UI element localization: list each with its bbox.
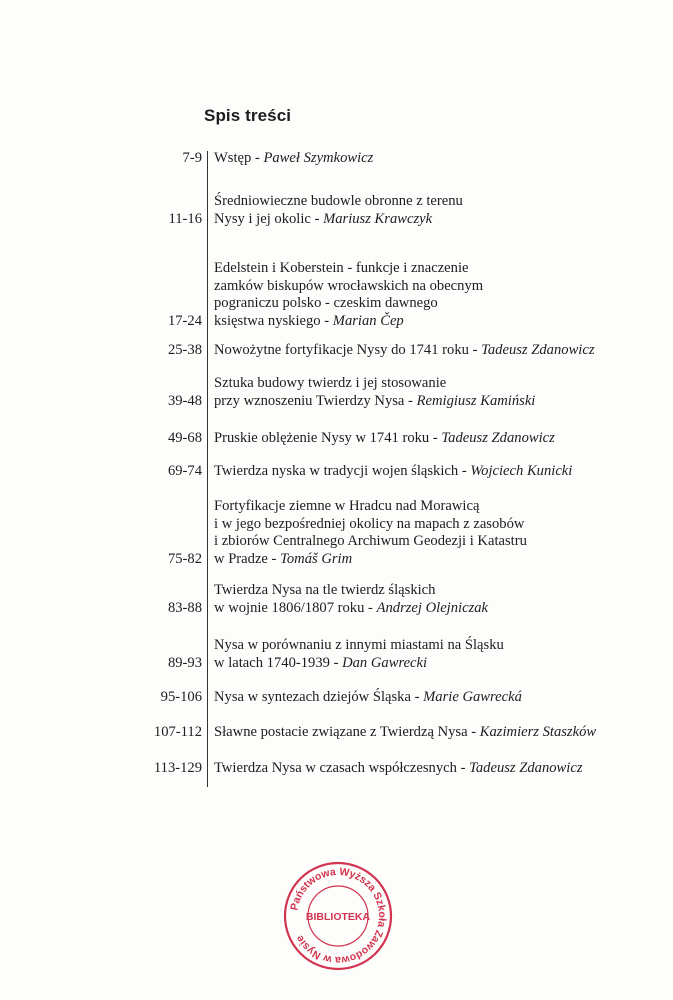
toc-title-text: Wstęp [214,149,252,166]
toc-separator: - [320,312,333,329]
toc-separator: - [404,392,417,409]
toc-page-range: 7-9 [182,149,202,166]
toc-title-line [214,516,654,533]
toc-entry [0,427,673,447]
toc-title-text: Sztuka budowy twierdz i jej stosowanie [214,375,447,392]
toc-entry-text [214,260,654,330]
toc-title-line [214,375,654,392]
toc-separator: - [329,654,343,671]
stamp-ring-text: Państwowa Wyższa Szkoła Zawodowa w Nysie [288,865,389,967]
toc-page-range: 17-24 [167,312,202,329]
toc-author: Tadeusz Zdanowicz [481,341,595,358]
stamp-center-text: BIBLIOTEKA [305,911,371,923]
toc-entry [0,260,673,330]
toc-title-line [214,430,654,447]
toc-separator: - [467,723,480,740]
toc-entry-text [214,375,654,410]
toc-entry-text [214,498,654,568]
toc-entry [0,757,673,777]
toc-title-text: księstwa nyskiego [214,312,321,329]
toc-title-line [214,533,654,550]
toc-title-line [214,498,654,515]
toc-entry [0,637,673,672]
toc-entry [0,498,673,568]
toc-title-text: Edelstein i Koberstein - funkcje i znaczenie [214,260,469,277]
toc-title-text: i w jego bezpośredniej okolicy na mapach z zasobów [214,515,525,532]
toc-page-range: 89-93 [167,654,202,671]
toc-author: Paweł Szymkowicz [263,149,374,166]
toc-entry-text [214,724,654,741]
toc-title-text: Nowożytne fortyfikacje Nysy do 1741 roku [214,341,469,358]
toc-separator: - [456,759,470,776]
toc-title-text: Nysy i jej okolic [214,210,311,227]
toc-title-line [214,637,654,654]
toc-author: Andrzej Olejniczak [376,599,489,616]
toc-author: Dan Gawrecki [342,654,428,671]
toc-title-line [214,393,654,410]
toc-entry [0,147,673,167]
toc-separator: - [267,550,281,567]
toc-page-range: 25-38 [167,341,202,358]
toc-author: Marian Čep [332,312,404,329]
toc-title-text: Twierdza Nysa na tle twierdz śląskich [214,582,436,599]
toc-title-line [214,295,654,312]
toc-separator: - [429,429,442,446]
toc-entry-text [214,637,654,672]
toc-title-line [214,342,654,359]
toc-page-range: 95-106 [160,688,202,705]
toc-entry-text [214,193,654,228]
toc-author: Mariusz Krawczyk [323,210,433,227]
toc-title-line [214,463,654,480]
toc-title-line [214,260,654,277]
toc-entry-text [214,342,654,359]
toc-entry [0,721,673,741]
toc-title-text: przy wznoszeniu Twierdzy Nysa [214,392,405,409]
toc-title-text: w latach 1740-1939 [214,654,330,671]
toc-title-line [214,600,654,617]
toc-title-text: Sławne postacie związane z Twierdzą Nysa [214,723,468,740]
toc-title-text: Fortyfikacje ziemne w Hradcu nad Morawicą [214,498,480,515]
toc-title-line [214,211,654,228]
toc-entry-text [214,582,654,617]
toc-entry-text [214,760,654,777]
toc-title-text: i zbiorów Centralnego Archiwum Geodezji i Katastru [214,533,527,550]
toc-title-line [214,655,654,672]
toc-entry [0,460,673,480]
toc-author: Tadeusz Zdanowicz [441,429,555,446]
toc-author: Tadeusz Zdanowicz [469,759,583,776]
toc-title-text: Pruskie oblężenie Nysy w 1741 roku [214,429,430,446]
toc-title-text: zamków biskupów wrocławskich na obecnym [214,277,484,294]
toc-entry [0,339,673,359]
page-title: Spis treści [204,106,292,125]
toc-entry [0,582,673,617]
toc-page-range: 75-82 [167,550,202,567]
toc-separator: - [310,210,324,227]
toc-title-text: Średniowieczne budowle obronne z terenu [214,193,463,210]
toc-entry-text [214,430,654,447]
toc-title-line [214,278,654,295]
toc-entry-text [214,689,654,706]
stamp-graphic [282,860,394,972]
toc-page-range: 83-88 [167,599,202,616]
toc-title-text: pograniczu polsko - czeskim dawnego [214,295,438,312]
toc-entry [0,193,673,228]
toc-page-range: 39-48 [167,392,202,409]
toc-author: Tomáš Grim [280,550,353,567]
toc-author: Remigiusz Kamiński [416,392,536,409]
toc-title-text: Nysa w porównaniu z innymi miastami na Śląsku [214,637,504,654]
toc-page-range: 11-16 [168,210,202,227]
toc-title-line [214,760,654,777]
toc-title-line [214,582,654,599]
toc-title-line [214,724,654,741]
toc-page-range: 113-129 [153,759,202,776]
toc-separator: - [458,462,471,479]
toc-title-line [214,193,654,210]
toc-title-line [214,313,654,330]
toc-separator: - [468,341,482,358]
toc-separator: - [410,688,424,705]
toc-entry-text [214,463,654,480]
toc-title-text: w wojnie 1806/1807 roku [214,599,365,616]
toc-entry [0,686,673,706]
library-stamp [282,860,394,972]
toc-author: Wojciech Kunicki [470,462,573,479]
toc-page-range: 49-68 [167,429,202,446]
toc-separator: - [364,599,377,616]
toc-separator: - [251,149,264,166]
toc-title-text: Twierdza nyska w tradycji wojen śląskich [214,462,459,479]
toc-title-text: w Pradze [214,550,268,567]
toc-author: Kazimierz Staszków [479,723,597,740]
toc-entry [0,375,673,410]
toc-title-line [214,150,654,167]
toc-title-text: Nysa w syntezach dziejów Śląska [214,688,411,705]
toc-page-range: 69-74 [167,462,202,479]
toc-page-range: 107-112 [153,723,202,740]
toc-author: Marie Gawrecká [423,688,522,705]
toc-title-line [214,551,654,568]
toc-title-text: Twierdza Nysa w czasach współczesnych [214,759,457,776]
toc-entry-text [214,150,654,167]
toc-title-line [214,689,654,706]
